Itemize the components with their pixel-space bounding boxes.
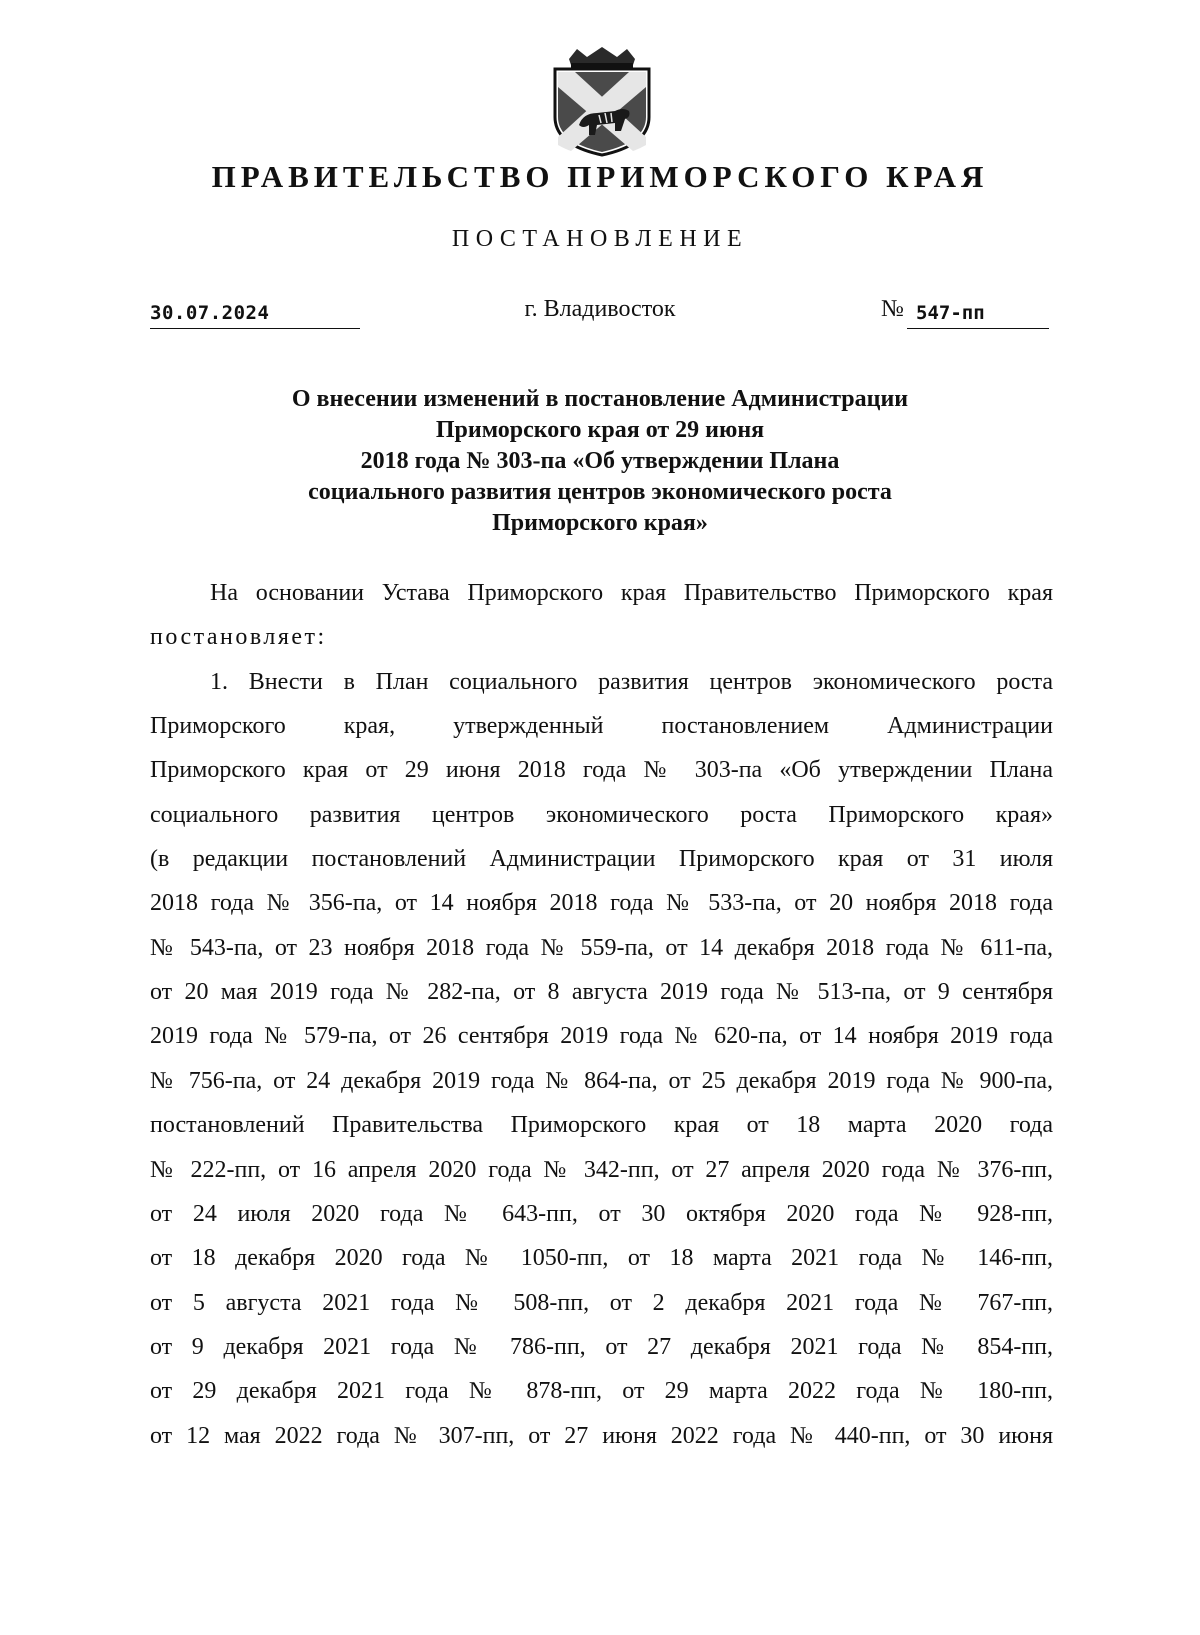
body-line: 2018 года № 356-па, от 14 ноября 2018 года № 533-па, от 20 ноября 2018 года: [150, 890, 1053, 916]
body-line: постановляет:: [150, 624, 327, 650]
document-number-field: [907, 298, 1049, 329]
body-line: от 29 декабря 2021 года № 878-пп, от 29 марта 2022 года № 180-пп,: [150, 1378, 1053, 1404]
body-line: от 20 мая 2019 года № 282-па, от 8 августа 2019 года № 513-па, от 9 сентября: [150, 979, 1053, 1005]
body-line: 2019 года № 579-па, от 26 сентября 2019 года № 620-па, от 14 ноября 2019 года: [150, 1023, 1053, 1049]
body-line: № 222-пп, от 16 апреля 2020 года № 342-пп, от 27 апреля 2020 года № 376-пп,: [150, 1157, 1053, 1183]
document-title: [150, 384, 1050, 539]
organization-title: ПРАВИТЕЛЬСТВО ПРИМОРСКОГО КРАЯ: [211, 159, 989, 194]
body-line: от 18 декабря 2020 года № 1050-пп, от 18 марта 2021 года № 146-пп,: [150, 1245, 1053, 1271]
title-line: О внесении изменений в постановление Администрации: [291, 386, 909, 412]
title-line: социального развития центров экономического роста: [308, 479, 892, 505]
document-number: 547-пп: [916, 302, 985, 324]
number-sign: №: [881, 296, 904, 322]
title-line: Приморского края»: [492, 510, 708, 536]
body-line: 1. Внести в План социального развития центров экономического роста: [210, 669, 1053, 695]
body-line: Приморского края от 29 июня 2018 года № 303-па «Об утверждении Плана: [150, 757, 1053, 783]
body-line: (в редакции постановлений Администрации Приморского края от 31 июля: [150, 846, 1053, 872]
document-city: г. Владивосток: [524, 296, 676, 322]
body-line: № 756-па, от 24 декабря 2019 года № 864-па, от 25 декабря 2019 года № 900-па,: [150, 1068, 1053, 1094]
body-line: от 9 декабря 2021 года № 786-пп, от 27 декабря 2021 года № 854-пп,: [150, 1334, 1053, 1360]
body-line: Приморского края, утвержденный постановлением Администрации: [150, 713, 1053, 739]
body-line: социального развития центров экономического роста Приморского края»: [150, 802, 1053, 828]
body-line: На основании Устава Приморского края Правительство Приморского края: [210, 580, 1053, 606]
body-line: от 12 мая 2022 года № 307-пп, от 27 июня 2022 года № 440-пп, от 30 июня: [150, 1423, 1053, 1449]
body-line: от 24 июля 2020 года № 643-пп, от 30 октября 2020 года № 928-пп,: [150, 1201, 1053, 1227]
body-line: от 5 августа 2021 года № 508-пп, от 2 декабря 2021 года № 767-пп,: [150, 1290, 1053, 1316]
coat-of-arms-emblem: [549, 45, 655, 157]
title-line: 2018 года № 303-па «Об утверждении Плана: [360, 448, 840, 474]
body-line: постановлений Правительства Приморского края от 18 марта 2020 года: [150, 1112, 1053, 1138]
document-date: 30.07.2024: [150, 302, 270, 324]
document-type: ПОСТАНОВЛЕНИЕ: [451, 226, 749, 252]
body-line: № 543-па, от 23 ноября 2018 года № 559-па, от 14 декабря 2018 года № 611-па,: [150, 935, 1053, 961]
title-line: Приморского края от 29 июня: [435, 417, 765, 443]
